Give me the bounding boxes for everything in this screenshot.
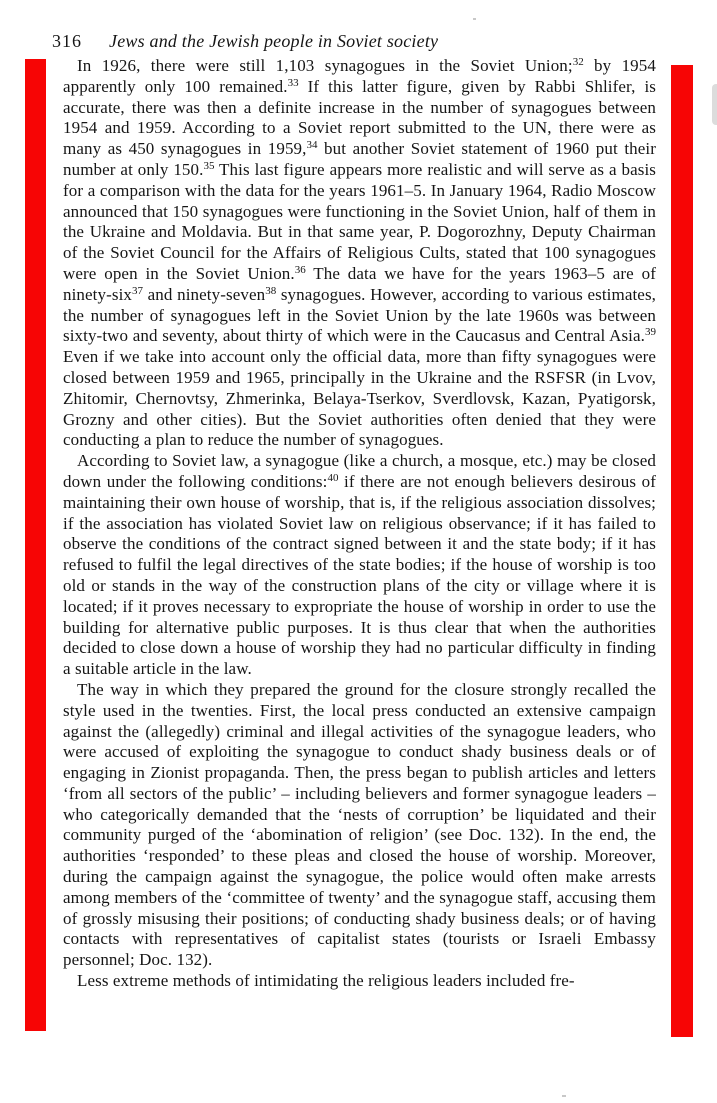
- text-run: Less extreme methods of intimidating the religious leaders included fre-: [77, 971, 575, 991]
- footnote-reference: 33: [287, 76, 299, 89]
- paragraph-synagogue-numbers: [63, 56, 656, 451]
- text-run: if there are not enough believers desirous of maintaining their own house of worship, that is, if the religious association dissolves; if the association has violated Soviet law on religious observance; if it has failed to observe the conditions of the contract signed between it and the state body; if it has refused to fulfil the legal directives of the state bodies; if the house of worship is too old or stands in the way of the construction plans of the city or village where it is located; if it proves necessary to expropriate the house of worship in order to use the building for alternative public purposes. It is thus clear that when the authorities decided to close down a house of worship they had no particular difficulty in finding a suitable article in the law.: [63, 471, 656, 679]
- footnote-reference: 35: [203, 159, 215, 172]
- scan-speck: [562, 1095, 566, 1097]
- footnote-reference: 34: [306, 139, 318, 152]
- footnote-reference: 36: [294, 263, 306, 276]
- page-body: [63, 56, 656, 992]
- text-run: If this latter figure, given by Rabbi Shlifer, is accurate, there was then a definite increase in the number of synagogues between 1954 and 1959. According to a Soviet report submitted to the UN, there were as many as 450 synagogues in 1959,: [63, 76, 656, 159]
- scan-speck: [473, 18, 476, 20]
- text-run: The data we have for the years 1963–5 are of ninety-six: [63, 263, 656, 304]
- footnote-reference: 39: [645, 326, 656, 339]
- text-run: by 1954 apparently only 100 remained.: [63, 56, 656, 96]
- footnote-reference: 38: [265, 284, 277, 297]
- text-run: According to Soviet law, a synagogue (like a church, a mosque, etc.) may be closed down under the following conditions:: [63, 451, 656, 491]
- text-run: This last figure appears more realistic and will serve as a basis for a comparison with the data for the years 1961–5. In January 1964, Radio Moscow announced that 150 synagogues were functioning in the Soviet Union, half of them in the Ukraine and Moldavia. But in that same year, P. Dogorozhny, Deputy Chairman of the Soviet Council for the Affairs of Religious Cults, stated that 100 synagogues were open in the Soviet Union.: [63, 159, 656, 283]
- text-run: The way in which they prepared the ground for the closure strongly recalled the style used in the twenties. First, the local press conducted an extensive campaign against the (allegedly) criminal and illegal activities of the synagogue leaders, who were accused of exploiting the synagogue to conduct shady business deals or of engaging in Zionist propaganda. Then, the press began to publish articles and letters ‘from all sectors of the public’ – including believers and former synagogue leaders – who categorically demanded that the ‘nests of corruption’ be liquidated and their community purged of the ‘abomination of religion’ (see Doc. 132). In the end, the authorities ‘responded’ to these pleas and closed the house of worship. Moreover, during the campaign against the synagogue, the police would often make arrests among members of the ‘committee of twenty’ and the synagogue staff, accusing them of grossly misusing their positions; of conducting shady business deals; or of having contacts with representatives of capitalist states (tourists or Israeli Embassy personnel; Doc. 132).: [63, 679, 656, 970]
- running-title: Jews and the Jewish people in Soviet society: [109, 31, 439, 51]
- paragraph-less-extreme-methods: [63, 971, 656, 992]
- text-run: but another Soviet statement of 1960 put their number at only 150.: [63, 139, 656, 179]
- text-run: Even if we take into account only the official data, more than fifty synagogues were closed between 1959 and 1965, principally in the Ukraine and the RSFSR (in Lvov, Zhitomir, Chernovtsy, Zhmerinka, Belaya-Tserkov, Sverdlovsk, Kazan, Pyatigorsk, Grozny and other cities). But the Soviet authorities often denied that they were conducting a plan to reduce the number of synagogues.: [63, 347, 656, 450]
- text-run: and ninety-seven: [143, 284, 266, 304]
- page-edge-scan-artifact: [712, 84, 717, 125]
- footnote-reference: 40: [327, 471, 339, 484]
- paragraph-soviet-law-conditions: [63, 451, 656, 680]
- left-red-margin-bar: [25, 59, 46, 1031]
- footnote-reference: 37: [132, 284, 143, 297]
- running-head: [52, 31, 656, 52]
- text-run: synagogues. However, according to various estimates, the number of synagogues left in the Soviet Union by the late 1960s was between sixty-two and seventy, about thirty of which were in the Caucasus and Central Asia.: [63, 284, 657, 346]
- text-run: In 1926, there were still 1,103 synagogues in the Soviet Union;: [77, 56, 573, 75]
- footnote-reference: 32: [572, 56, 584, 68]
- right-red-margin-bar: [671, 65, 693, 1037]
- paragraph-closure-campaign: [63, 680, 656, 971]
- page-number: 316: [52, 31, 82, 51]
